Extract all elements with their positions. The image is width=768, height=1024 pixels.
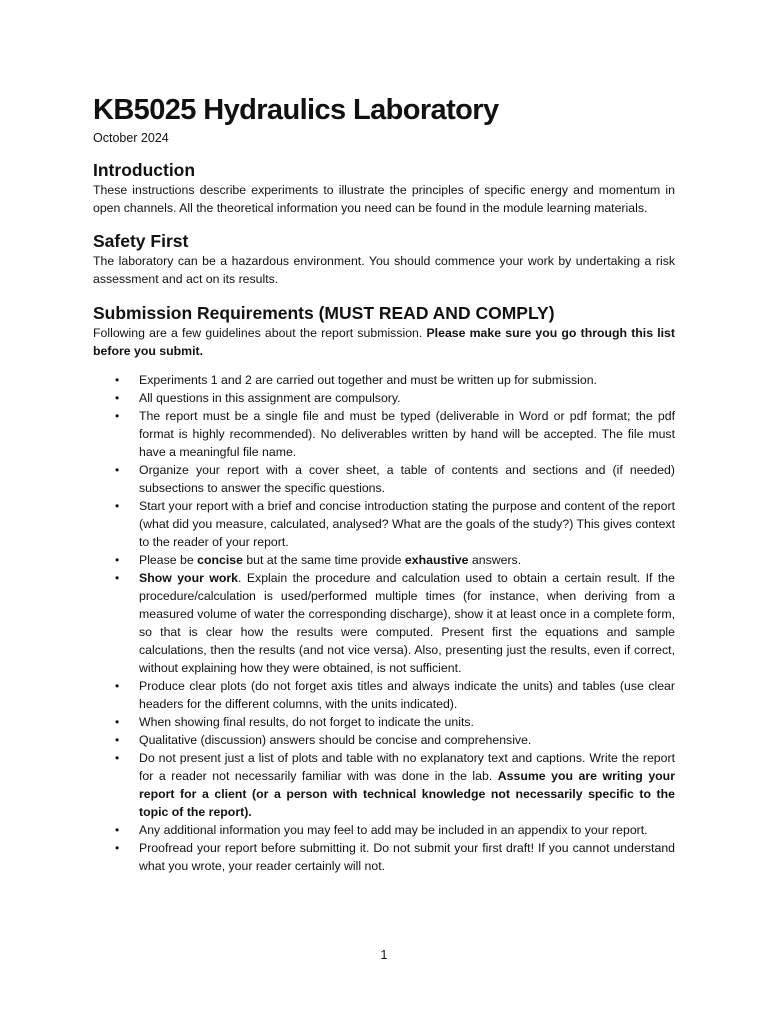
list-item (93, 839, 675, 875)
list-item (93, 389, 675, 407)
list-item (93, 731, 675, 749)
list-item-text: All questions in this assignment are compulsory. (139, 391, 401, 405)
requirements-list (93, 371, 675, 875)
bullet-icon: • (115, 571, 120, 585)
bullet-icon: • (115, 391, 120, 405)
bullet-icon: • (115, 733, 120, 747)
list-item-text: but at the same time provide (242, 553, 405, 567)
introduction-text: These instructions describe experiments to illustrate the principles of specific energy and momentum in open channels. All the theoretical information you need can be found in the module learning materials. (93, 183, 675, 215)
list-item-text: Any additional information you may feel to add may be included in an appendix to your report. (139, 823, 648, 837)
bullet-icon: • (115, 373, 120, 387)
list-item (93, 497, 675, 551)
submission-lead (93, 324, 675, 360)
safety-heading: Safety First (93, 231, 189, 251)
list-item-bold: Show your work (139, 571, 238, 585)
submission-heading: Submission Requirements (MUST READ AND COMPLY) (93, 303, 555, 323)
list-item (93, 677, 675, 713)
bullet-icon: • (115, 751, 120, 765)
list-item (93, 461, 675, 497)
list-item (93, 821, 675, 839)
bullet-icon: • (115, 553, 120, 567)
bullet-icon: • (115, 715, 120, 729)
list-item-text: Qualitative (discussion) answers should be concise and comprehensive. (139, 733, 532, 747)
list-item-bold: exhaustive (404, 553, 469, 567)
list-item-text: answers. (468, 553, 522, 567)
submission-lead-bold: Please make sure you go through this list before you submit. (93, 326, 675, 358)
list-item-text: When showing final results, do not forget to indicate the units. (139, 715, 474, 729)
list-item (93, 569, 675, 677)
introduction-heading: Introduction (93, 160, 196, 180)
document-page (93, 92, 675, 875)
list-item-text: Start your report with a brief and concise introduction stating the purpose and content of the report (what did you measure, calculated, analysed? What are the goals of the study?) This gives context to the reader of your report. (139, 499, 675, 549)
bullet-icon: • (115, 841, 120, 855)
list-item-text: . Explain the procedure and calculation used to obtain a certain result. If the procedure/calculation is used/performed multiple times (for instance, when deriving from a measured volume of water the corresponding discharge), show it at least once in a complete form, so that is clear how the results were computed. Present first the equations and sample calculations, then the results (and not vice versa). Also, presenting just the results, even if correct, without explaining how they were obtained, is not sufficient. (139, 571, 675, 675)
list-item (93, 551, 675, 569)
document-date: October 2024 (93, 131, 169, 145)
list-item-bold: Assume you are writing your report for a client (or a person with technical knowledge not necessarily specific to the topic of the report). (139, 769, 675, 819)
submission-lead-text: Following are a few guidelines about the report submission. (93, 326, 427, 340)
bullet-icon: • (115, 463, 120, 477)
bullet-icon: • (115, 499, 120, 513)
list-item (93, 371, 675, 389)
list-item (93, 713, 675, 731)
bullet-icon: • (115, 823, 120, 837)
list-item-text: Experiments 1 and 2 are carried out together and must be written up for submission. (139, 373, 597, 387)
safety-text: The laboratory can be a hazardous environment. You should commence your work by undertaking a risk assessment and act on its results. (93, 254, 675, 286)
bullet-icon: • (115, 679, 120, 693)
bullet-icon: • (115, 409, 120, 423)
list-item (93, 749, 675, 821)
page-number: 1 (380, 948, 388, 962)
list-item-bold: concise (197, 553, 243, 567)
list-item (93, 407, 675, 461)
document-title: KB5025 Hydraulics Laboratory (93, 94, 499, 126)
list-item-text: Do not present just a list of plots and table with no explanatory text and captions. Write the report for a reader not necessarily familiar with was done in the lab. (139, 751, 675, 783)
list-item-text: Proofread your report before submitting it. Do not submit your first draft! If you cannot understand what you wrote, your reader certainly will not. (139, 841, 675, 873)
list-item-text: Please be (139, 553, 198, 567)
list-item-text: Organize your report with a cover sheet, a table of contents and sections and (if needed) subsections to answer the specific questions. (139, 463, 675, 495)
list-item-text: The report must be a single file and must be typed (deliverable in Word or pdf format; the pdf format is highly recommended). No deliverables written by hand will be accepted. The file must have a meaningful file name. (139, 409, 675, 459)
list-item-text: Produce clear plots (do not forget axis titles and always indicate the units) and tables (use clear headers for the different columns, with the units indicated). (139, 679, 675, 711)
